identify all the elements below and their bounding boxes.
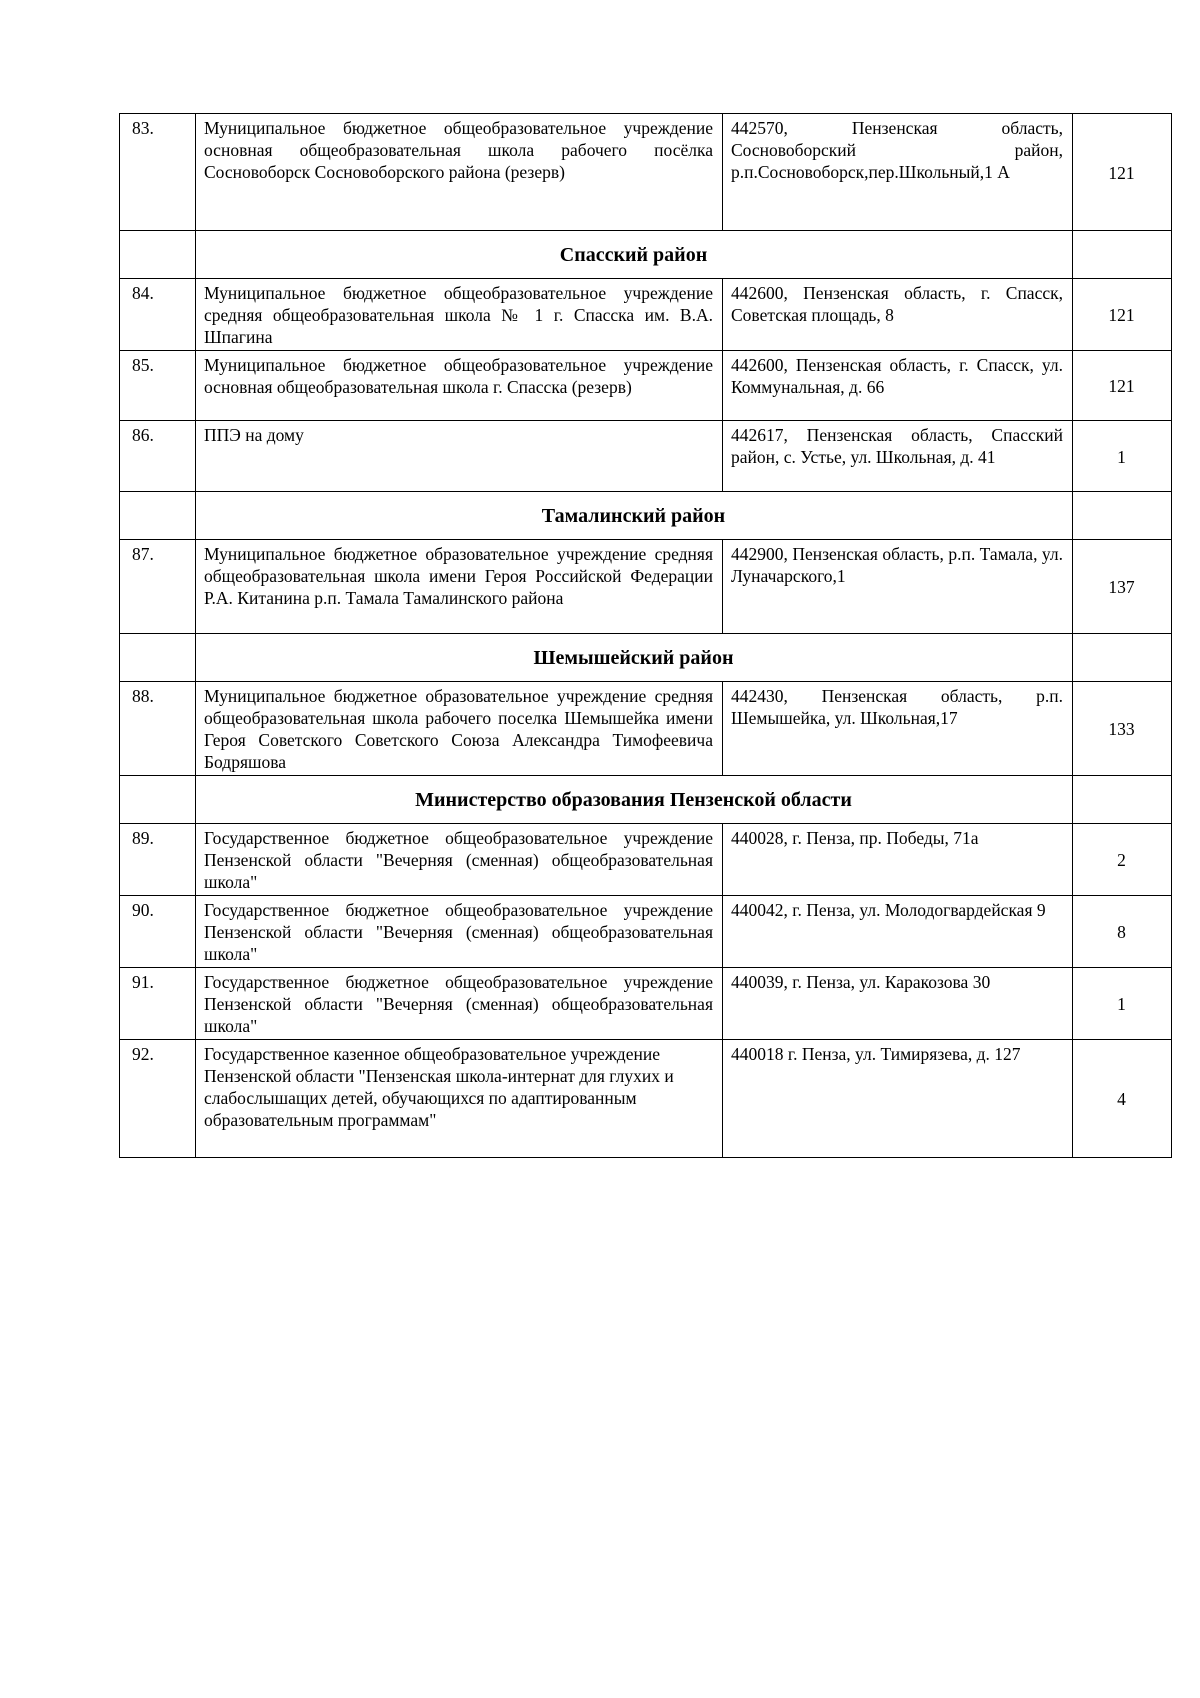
seat-count: 121 (1073, 351, 1172, 421)
institution-address: 440028, г. Пенза, пр. Победы, 71а (723, 824, 1073, 896)
row-number: 90. (120, 896, 196, 968)
institution-address: 442430, Пензенская область, р.п. Шемышейка, ул. Школьная,17 (723, 682, 1073, 776)
row-number: 86. (120, 421, 196, 492)
section-empty-cell (1073, 634, 1172, 682)
institution-name: Муниципальное бюджетное общеобразовательное учреждение основная общеобразовательная школа г. Спасска (резерв) (196, 351, 723, 421)
row-number: 89. (120, 824, 196, 896)
row-number: 92. (120, 1040, 196, 1158)
institution-address: 440039, г. Пенза, ул. Каракозова 30 (723, 968, 1073, 1040)
institution-address: 442600, Пензенская область, г. Спасск, Советская площадь, 8 (723, 279, 1073, 351)
seat-count: 1 (1073, 421, 1172, 492)
table-row (120, 114, 1172, 231)
section-empty-cell (1073, 492, 1172, 540)
section-title: Спасский район (196, 231, 1073, 279)
section-header-row (120, 634, 1172, 682)
section-header-row (120, 231, 1172, 279)
table-row (120, 1040, 1172, 1158)
institution-address: 440042, г. Пенза, ул. Молодогвардейская 9 (723, 896, 1073, 968)
institution-name: Муниципальное бюджетное общеобразовательное учреждение основная общеобразовательная школа рабочего посёлка Сосновоборск Сосновоборского района (резерв) (196, 114, 723, 231)
seat-count: 1 (1073, 968, 1172, 1040)
seat-count: 4 (1073, 1040, 1172, 1158)
section-title: Министерство образования Пензенской области (196, 776, 1073, 824)
section-empty-cell (1073, 231, 1172, 279)
table-row (120, 351, 1172, 421)
row-number: 85. (120, 351, 196, 421)
seat-count: 8 (1073, 896, 1172, 968)
institution-address: 442617, Пензенская область, Спасский район, с. Устье, ул. Школьная, д. 41 (723, 421, 1073, 492)
institution-name: Государственное бюджетное общеобразовательное учреждение Пензенской области "Вечерняя (сменная) общеобразовательная школа" (196, 824, 723, 896)
institution-name: Государственное бюджетное общеобразовательное учреждение Пензенской области "Вечерняя (сменная) общеобразовательная школа" (196, 968, 723, 1040)
table-row (120, 824, 1172, 896)
row-number: 83. (120, 114, 196, 231)
table-row (120, 421, 1172, 492)
institution-name: ППЭ на дому (196, 421, 723, 492)
table-body (120, 114, 1172, 1158)
seat-count: 121 (1073, 279, 1172, 351)
section-empty-cell (120, 776, 196, 824)
schools-table (119, 113, 1172, 1158)
section-empty-cell (120, 492, 196, 540)
institution-name: Муниципальное бюджетное образовательное учреждение средняя общеобразовательная школа имени Героя Российской Федерации Р.А. Китанина р.п. Тамала Тамалинского района (196, 540, 723, 634)
institution-name: Государственное казенное общеобразовательное учреждение Пензенской области "Пензенская школа-интернат для глухих и слабослышащих детей, обучающихся по адаптированным образовательным программам" (196, 1040, 723, 1158)
seat-count: 133 (1073, 682, 1172, 776)
seat-count: 2 (1073, 824, 1172, 896)
table-row (120, 968, 1172, 1040)
institution-name: Муниципальное бюджетное общеобразовательное учреждение средняя общеобразовательная школа № 1 г. Спасска им. В.А. Шпагина (196, 279, 723, 351)
table-row (120, 540, 1172, 634)
institution-name: Муниципальное бюджетное образовательное учреждение средняя общеобразовательная школа рабочего поселка Шемышейка имени Героя Советского Советского Союза Александра Тимофеевича Бодряшова (196, 682, 723, 776)
table-row (120, 279, 1172, 351)
section-title: Шемышейский район (196, 634, 1073, 682)
table-row (120, 682, 1172, 776)
section-empty-cell (120, 231, 196, 279)
section-title: Тамалинский район (196, 492, 1073, 540)
table-row (120, 896, 1172, 968)
section-empty-cell (120, 634, 196, 682)
institution-address: 442570, Пензенская область, Сосновоборский район, р.п.Сосновоборск,пер.Школьный,1 А (723, 114, 1073, 231)
seat-count: 121 (1073, 114, 1172, 231)
row-number: 91. (120, 968, 196, 1040)
institution-address: 442900, Пензенская область, р.п. Тамала, ул. Луначарского,1 (723, 540, 1073, 634)
institution-address: 442600, Пензенская область, г. Спасск, ул. Коммунальная, д. 66 (723, 351, 1073, 421)
row-number: 84. (120, 279, 196, 351)
section-header-row (120, 492, 1172, 540)
seat-count: 137 (1073, 540, 1172, 634)
row-number: 87. (120, 540, 196, 634)
section-header-row (120, 776, 1172, 824)
row-number: 88. (120, 682, 196, 776)
institution-address: 440018 г. Пенза, ул. Тимирязева, д. 127 (723, 1040, 1073, 1158)
institution-name: Государственное бюджетное общеобразовательное учреждение Пензенской области "Вечерняя (сменная) общеобразовательная школа" (196, 896, 723, 968)
section-empty-cell (1073, 776, 1172, 824)
